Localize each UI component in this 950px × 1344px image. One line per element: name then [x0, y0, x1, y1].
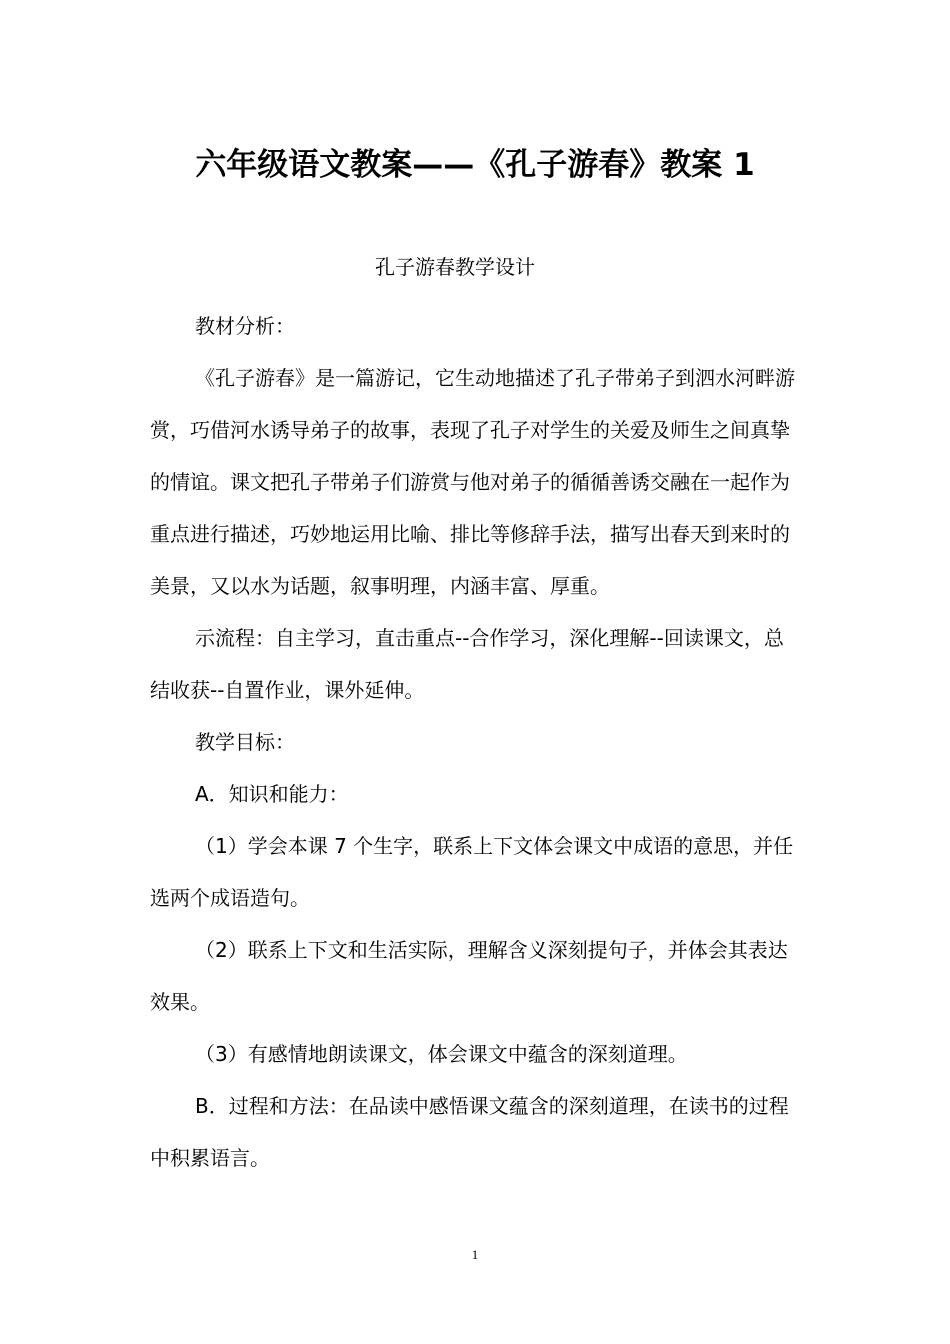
paragraph-material-analysis: 《孔子游春》是一篇游记，它生动地描述了孔子带弟子到泗水河畔游赏，巧借河水诱导弟子的故事，表现了孔子对学生的关爱及师生之间真挚的情谊。课文把孔子带弟子们游赏与他对弟子的循循善诱交融在一起作为重点进行描述，巧妙地运用比喻、排比等修辞手法，描写出春天到来时的美景，又以水为话题，叙事明理，内涵丰富、厚重。: [150, 366, 795, 598]
goal-a-item-2: （2）联系上下文和生活实际，理解含义深刻提句子，并体会其表达效果。: [150, 938, 788, 1014]
goal-a-item-3: （3）有感情地朗读课文，体会课文中蕴含的深刻道理。: [195, 1042, 688, 1066]
goal-a-item-1: （1）学会本课 7 个生字，联系上下文体会课文中成语的意思，并任选两个成语造句。: [150, 834, 794, 910]
document-title: 六年级语文教案——《孔子游春》教案 1: [195, 146, 755, 183]
goal-b: B．过程和方法：在品读中感悟课文蕴含的深刻道理，在读书的过程中积累语言。: [150, 1094, 789, 1170]
section-heading-teaching-goals: 教学目标：: [195, 730, 295, 754]
section-heading-material-analysis: 教材分析：: [195, 314, 295, 338]
document-subtitle: 孔子游春教学设计: [375, 255, 535, 279]
paragraph-teaching-flow: 示流程：自主学习，直击重点--合作学习，深化理解--回读课文，总结收获--自置作业，课外延伸。: [150, 626, 784, 702]
page-number: 1: [471, 1247, 479, 1262]
goal-a-heading: A．知识和能力：: [195, 782, 349, 806]
document-body: [150, 300, 800, 1184]
